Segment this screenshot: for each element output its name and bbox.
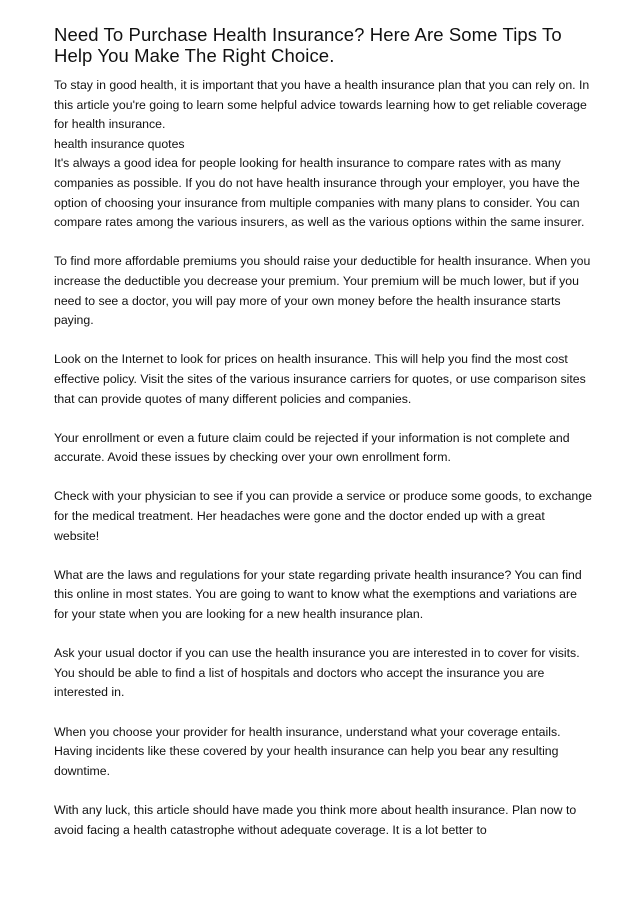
page-title: Need To Purchase Health Insurance? Here Are Some Tips To Help You Make The Right Choice. xyxy=(54,24,562,66)
document-page xyxy=(54,24,592,840)
intro-paragraph: To stay in good health, it is important that you have a health insurance plan that you can rely on. In this article you're going to learn some helpful advice towards learning how to get reliable coverage for health insurance. xyxy=(54,78,590,132)
body-paragraph: It's always a good idea for people looking for health insurance to compare rates with as many companies as possible. If you do not have health insurance through your employer, you have the option of choosing your insurance from multiple companies with many plans to consider. You can compare rates among the various insurers, as well as the various options within the same insurer. xyxy=(54,156,585,230)
body-paragraph: What are the laws and regulations for your state regarding private health insurance? You can find this online in most states. You are going to want to know what the exemptions and variations are for your state when you are looking for a new health insurance plan. xyxy=(54,567,582,622)
body-paragraph: Look on the Internet to look for prices on health insurance. This will help you find the most cost effective policy. Visit the sites of the various insurance carriers for quotes, or use comparison sites that can provide quotes of many different policies and companies. xyxy=(54,352,586,406)
body-paragraph: When you choose your provider for health insurance, understand what your coverage entails. Having incidents like these covered by your health insurance can help you bear any resulting downtime. xyxy=(54,724,561,778)
body-paragraph: Check with your physician to see if you can provide a service or produce some goods, to exchange for the medical treatment. Her headaches were gone and the doctor ended up with a great website! xyxy=(54,489,592,543)
keyword-link-text: health insurance quotes xyxy=(54,136,185,151)
body-paragraph: With any luck, this article should have made you think more about health insurance. Plan now to avoid facing a health catastrophe without adequate coverage. It is a lot better to xyxy=(54,802,577,837)
body-paragraph: To find more affordable premiums you should raise your deductible for health insurance. When you increase the deductible you decrease your premium. Your premium will be much lower, but if you need to see a doctor, you will pay more of your own money before the health insurance starts paying. xyxy=(54,254,591,328)
body-paragraph: Your enrollment or even a future claim could be rejected if your information is not complete and accurate. Avoid these issues by checking over your own enrollment form. xyxy=(54,430,570,465)
body-paragraph: Ask your usual doctor if you can use the health insurance you are interested in to cover for visits. You should be able to find a list of hospitals and doctors who accept the insurance you are interested in. xyxy=(54,646,580,700)
